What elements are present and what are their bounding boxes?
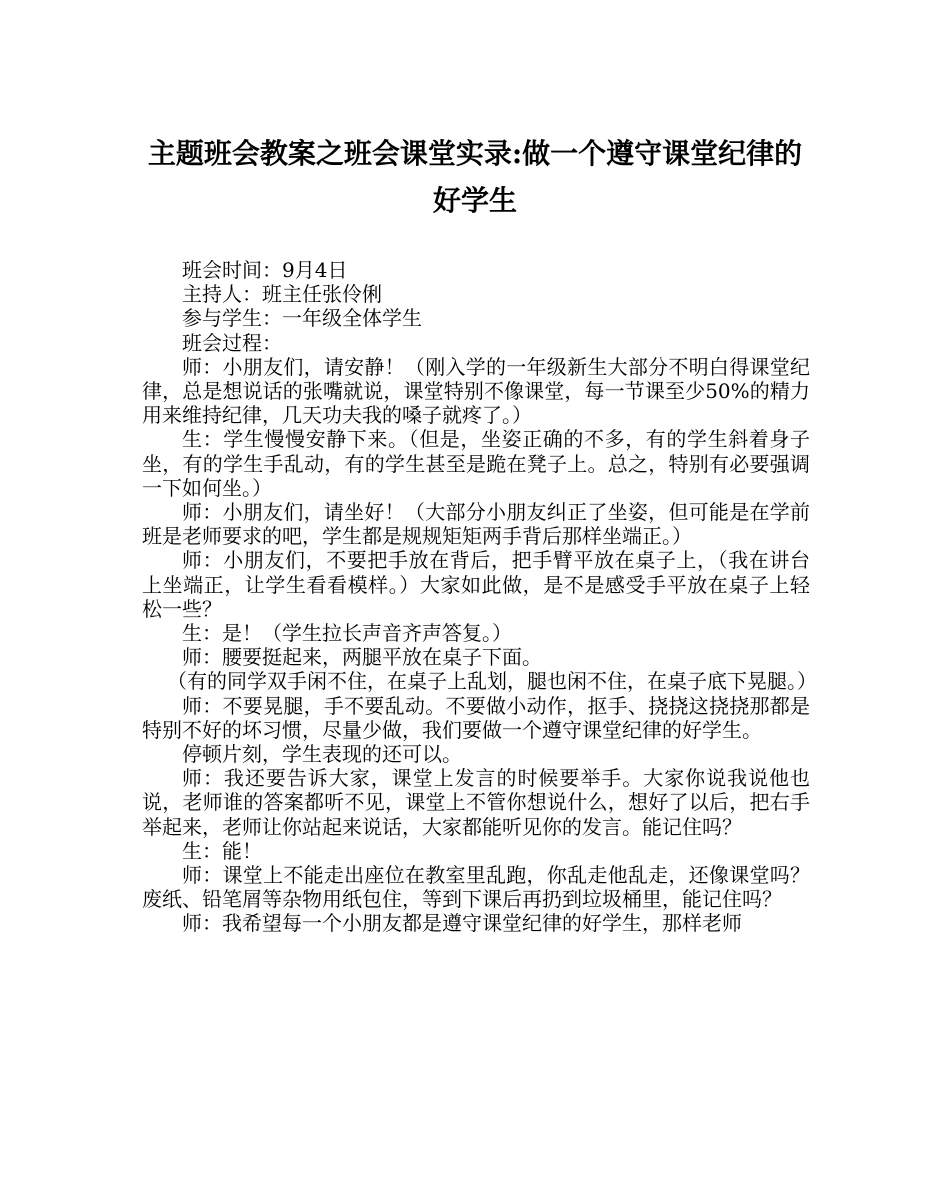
document-title: 主题班会教案之班会课堂实录:做一个遵守课堂纪律的好学生 <box>147 137 803 217</box>
meeting-time: 班会时间：9月4日 <box>182 258 348 282</box>
paragraph: 师：不要晃腿，手不要乱动。不要做小动作，抠手、挠挠这挠挠那都是特别不好的坏习惯，尽量少做，我们要做一个遵守课堂纪律的好学生。 <box>142 693 810 742</box>
paragraph: 师：腰要挺起来，两腿平放在桌子下面。 <box>182 645 542 670</box>
paragraph: 师：小朋友们，请安静！（刚入学的一年级新生大部分不明白得课堂纪律，总是想说话的张嘴就说，课堂特别不像课堂，每一节课至少50%的精力用来维持纪律，几天功夫我的嗓子就疼了。） <box>142 354 810 428</box>
document-body <box>142 258 817 936</box>
paragraph: 生：能！ <box>182 838 262 863</box>
paragraph: 生：学生慢慢安静下来。（但是，坐姿正确的不多，有的学生斜着身子坐，有的学生手乱动，有的学生甚至是跪在凳子上。总之，特别有必要强调一下如何坐。） <box>142 427 810 500</box>
participants: 参与学生：一年级全体学生 <box>182 306 422 331</box>
paragraph: （有的同学双手闲不住，在桌子上乱划，腿也闲不住，在桌子底下晃腿。） <box>167 669 817 694</box>
paragraph: 师：我希望每一个小朋友都是遵守课堂纪律的好学生，那样老师 <box>182 911 742 936</box>
process-heading: 班会过程： <box>182 330 282 355</box>
paragraph: 生：是！（学生拉长声音齐声答复。） <box>182 621 512 646</box>
host: 主持人：班主任张伶俐 <box>182 282 382 307</box>
paragraph: 师：小朋友们，请坐好！（大部分小朋友纠正了坐姿，但可能是在学前班是老师要求的吧，学生都是规规矩矩两手背后那样坐端正。） <box>142 500 810 549</box>
paragraph: 师：我还要告诉大家，课堂上发言的时候要举手。大家你说我说他也说，老师谁的答案都听不见，课堂上不管你想说什么，想好了以后，把右手举起来，老师让你站起来说话，大家都能听见你的发言。能记住吗？ <box>142 766 810 839</box>
paragraph: 师：小朋友们，不要把手放在背后，把手臂平放在桌子上，（我在讲台上坐端正，让学生看看模样。）大家如此做，是不是感受手平放在桌子上轻松一些？ <box>142 548 810 621</box>
paragraph: 师：课堂上不能走出座位在教室里乱跑，你乱走他乱走，还像课堂吗？废纸、铅笔屑等杂物用纸包住，等到下课后再扔到垃圾桶里，能记住吗？ <box>142 863 810 912</box>
paragraph: 停顿片刻，学生表现的还可以。 <box>182 742 462 767</box>
